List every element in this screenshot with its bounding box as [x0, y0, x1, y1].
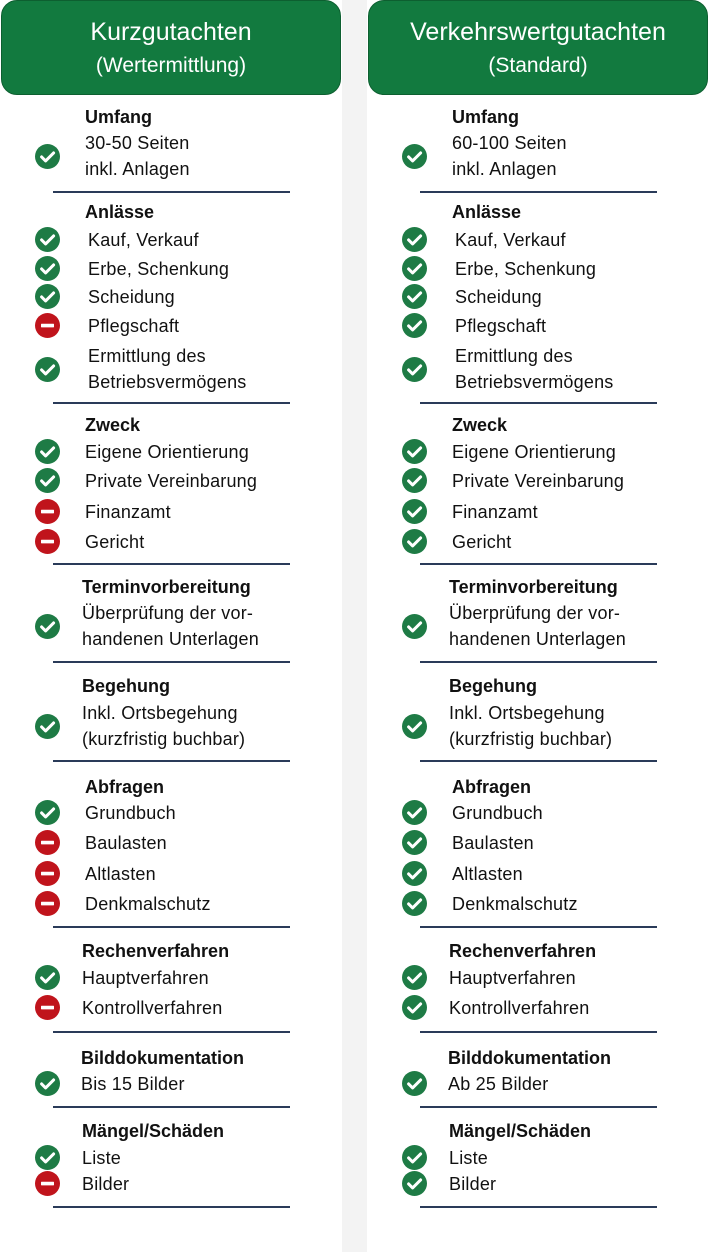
feature-item: Hauptverfahren	[449, 968, 576, 988]
feature-item: Überprüfung der vor-	[82, 603, 254, 623]
feature-item: Überprüfung der vor-	[449, 603, 621, 623]
column-subtitle: (Wertermittlung)	[95, 54, 247, 77]
section-divider	[420, 926, 657, 928]
check-circle-icon	[402, 1171, 427, 1196]
check-circle-icon	[402, 499, 427, 524]
check-circle-icon	[402, 891, 427, 916]
column-kurzgutachten	[0, 0, 342, 1252]
check-circle-icon	[402, 284, 427, 309]
section-title: Mängel/Schäden	[82, 1121, 225, 1141]
feature-item: Kauf, Verkauf	[88, 230, 199, 250]
section-title: Anlässe	[452, 202, 522, 222]
check-circle-icon	[402, 714, 427, 739]
check-circle-icon	[402, 468, 427, 493]
feature-item-line2: handenen Unterlagen	[82, 629, 259, 649]
feature-item: Kauf, Verkauf	[455, 230, 566, 250]
check-circle-icon	[402, 800, 427, 825]
minus-circle-icon	[35, 499, 60, 524]
check-circle-icon	[402, 1071, 427, 1096]
section-title: Begehung	[82, 676, 170, 696]
feature-item-line2: Betriebsvermögens	[88, 372, 247, 392]
feature-item: Erbe, Schenkung	[455, 259, 597, 279]
section-title: Umfang	[85, 107, 152, 127]
feature-item: Scheidung	[88, 287, 175, 307]
minus-circle-icon	[35, 830, 60, 855]
section-divider	[53, 760, 290, 762]
feature-item: Eigene Orientierung	[85, 442, 249, 462]
feature-item: Pflegschaft	[455, 316, 547, 336]
section-divider	[53, 402, 290, 404]
section-title: Anlässe	[85, 202, 155, 222]
feature-item: Scheidung	[455, 287, 542, 307]
check-circle-icon	[402, 313, 427, 338]
section-title: Rechenverfahren	[82, 941, 230, 961]
column-header	[1, 0, 341, 95]
section-divider	[53, 563, 290, 565]
feature-item: Bilder	[449, 1174, 497, 1194]
feature-item: Inkl. Ortsbegehung	[82, 703, 238, 723]
feature-item: Bilder	[82, 1174, 130, 1194]
minus-circle-icon	[35, 891, 60, 916]
check-circle-icon	[402, 529, 427, 554]
feature-item: Ermittlung des	[88, 346, 206, 366]
feature-item: Kontrollverfahren	[449, 998, 590, 1018]
column-header	[368, 0, 708, 95]
column-title: Verkehrswertgutachten	[410, 18, 666, 46]
feature-item: Liste	[449, 1148, 489, 1168]
check-circle-icon	[35, 284, 60, 309]
check-circle-icon	[402, 256, 427, 281]
check-circle-icon	[35, 439, 60, 464]
section-title: Terminvorbereitung	[82, 577, 251, 597]
check-circle-icon	[35, 1071, 60, 1096]
section-divider	[420, 1206, 657, 1208]
feature-item-line2: (kurzfristig buchbar)	[449, 729, 613, 749]
check-circle-icon	[402, 861, 427, 886]
section-divider	[420, 1031, 657, 1033]
feature-item-line2: inkl. Anlagen	[452, 159, 557, 179]
feature-item: Bis 15 Bilder	[81, 1074, 185, 1094]
section-divider	[420, 191, 657, 193]
section-title: Zweck	[452, 415, 508, 435]
section-title: Abfragen	[452, 777, 532, 797]
section-divider	[420, 402, 657, 404]
section-divider	[420, 661, 657, 663]
feature-item: Liste	[82, 1148, 122, 1168]
section-title: Rechenverfahren	[449, 941, 597, 961]
section-divider	[53, 661, 290, 663]
check-circle-icon	[35, 256, 60, 281]
feature-item-line2: inkl. Anlagen	[85, 159, 190, 179]
section-title: Bilddokumentation	[448, 1048, 611, 1068]
feature-item: Denkmalschutz	[452, 894, 578, 914]
feature-item: Grundbuch	[85, 803, 176, 823]
section-title: Bilddokumentation	[81, 1048, 244, 1068]
check-circle-icon	[35, 227, 60, 252]
feature-item: Ermittlung des	[455, 346, 573, 366]
feature-item: 30-50 Seiten	[85, 133, 190, 153]
minus-circle-icon	[35, 1171, 60, 1196]
check-circle-icon	[402, 357, 427, 382]
section-divider	[53, 926, 290, 928]
feature-item-line2: (kurzfristig buchbar)	[82, 729, 246, 749]
column-subtitle: (Standard)	[488, 54, 588, 77]
check-circle-icon	[35, 1145, 60, 1170]
feature-item: Baulasten	[85, 833, 167, 853]
section-divider	[53, 1031, 290, 1033]
check-circle-icon	[35, 468, 60, 493]
section-divider	[53, 191, 290, 193]
check-circle-icon	[35, 357, 60, 382]
column-title: Kurzgutachten	[90, 18, 252, 46]
section-divider	[420, 563, 657, 565]
feature-item: Inkl. Ortsbegehung	[449, 703, 605, 723]
feature-item: Grundbuch	[452, 803, 543, 823]
section-title: Umfang	[452, 107, 519, 127]
feature-item: Eigene Orientierung	[452, 442, 616, 462]
feature-item: Denkmalschutz	[85, 894, 211, 914]
feature-item: Pflegschaft	[88, 316, 180, 336]
section-title: Abfragen	[85, 777, 165, 797]
check-circle-icon	[402, 995, 427, 1020]
feature-item: Kontrollverfahren	[82, 998, 223, 1018]
feature-item: Hauptverfahren	[82, 968, 209, 988]
feature-item: Finanzamt	[85, 502, 171, 522]
check-circle-icon	[402, 144, 427, 169]
feature-item: Private Vereinbarung	[452, 471, 625, 491]
check-circle-icon	[402, 227, 427, 252]
minus-circle-icon	[35, 313, 60, 338]
check-circle-icon	[35, 614, 60, 639]
feature-item-line2: Betriebsvermögens	[455, 372, 614, 392]
section-divider	[420, 760, 657, 762]
minus-circle-icon	[35, 529, 60, 554]
feature-item-line2: handenen Unterlagen	[449, 629, 626, 649]
minus-circle-icon	[35, 861, 60, 886]
feature-item: Ab 25 Bilder	[448, 1074, 549, 1094]
check-circle-icon	[402, 439, 427, 464]
feature-item: Finanzamt	[452, 502, 538, 522]
check-circle-icon	[402, 830, 427, 855]
check-circle-icon	[35, 800, 60, 825]
feature-item: Altlasten	[85, 864, 156, 884]
check-circle-icon	[402, 614, 427, 639]
feature-item: Gericht	[85, 532, 145, 552]
section-divider	[420, 1106, 657, 1108]
section-title: Zweck	[85, 415, 141, 435]
feature-item: 60-100 Seiten	[452, 133, 567, 153]
check-circle-icon	[402, 965, 427, 990]
feature-item: Altlasten	[452, 864, 523, 884]
feature-item: Baulasten	[452, 833, 534, 853]
feature-item: Erbe, Schenkung	[88, 259, 230, 279]
feature-item: Private Vereinbarung	[85, 471, 258, 491]
minus-circle-icon	[35, 995, 60, 1020]
section-divider	[53, 1106, 290, 1108]
check-circle-icon	[35, 144, 60, 169]
feature-item: Gericht	[452, 532, 512, 552]
column-verkehrswertgutachten	[367, 0, 709, 1252]
check-circle-icon	[402, 1145, 427, 1170]
section-divider	[53, 1206, 290, 1208]
section-title: Begehung	[449, 676, 537, 696]
section-title: Mängel/Schäden	[449, 1121, 592, 1141]
section-title: Terminvorbereitung	[449, 577, 618, 597]
check-circle-icon	[35, 714, 60, 739]
check-circle-icon	[35, 965, 60, 990]
